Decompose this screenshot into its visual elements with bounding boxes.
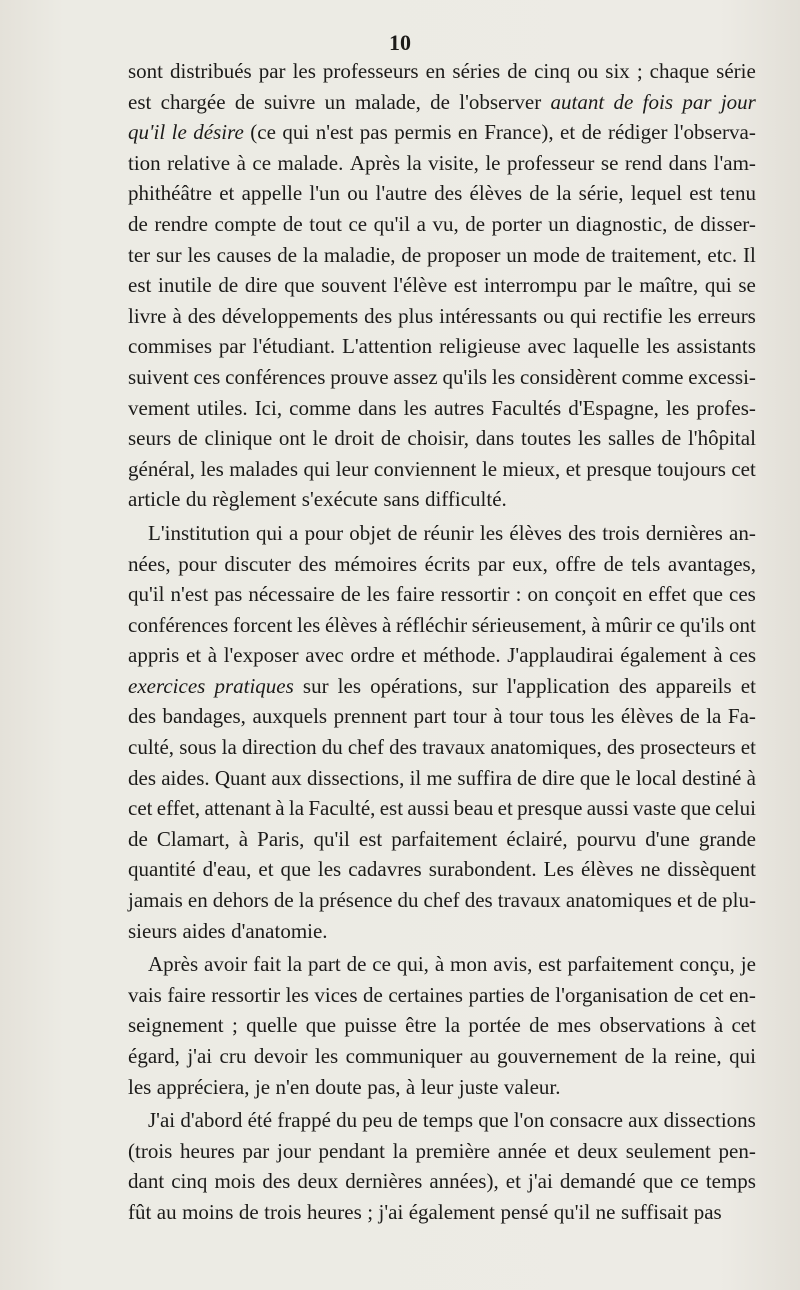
text-line: culté, sous la direction du chef des travaux anatomiques, des prosecteurs et	[128, 735, 756, 760]
text-line: J'ai d'abord été frappé du peu de temps que l'on consacre aux dissections	[148, 1108, 756, 1133]
text-line: qu'il n'est pas nécessaire de les faire ressortir : on conçoit en effet que ces	[128, 582, 756, 607]
text-line: des aides. Quant aux dissections, il me suffira de dire que le local destiné à	[128, 765, 756, 790]
text-line: appris et à l'exposer avec ordre et méthode. J'applaudirai également à ces	[128, 643, 756, 668]
text-line: de Clamart, à Paris, qu'il est parfaitement éclairé, pourvu d'une grande	[128, 826, 756, 851]
text-line: général, les malades qui leur conviennent le mieux, et presque toujours cet	[128, 456, 756, 481]
text-line: sont distribués par les professeurs en séries de cinq ou six ; chaque série	[128, 59, 756, 83]
page-number: 10	[389, 30, 411, 55]
text-line: exercices pratiques sur les opérations, sur l'application des appareils et	[128, 673, 756, 698]
text-line: dant cinq mois des deux dernières années), et j'ai demandé que ce temps	[128, 1169, 756, 1194]
text-line: vement utiles. Ici, comme dans les autres Facultés d'Espagne, les profes-	[128, 395, 756, 420]
text-line: ter sur les causes de la maladie, de proposer un mode de traitement, etc. Il	[128, 242, 756, 267]
text-line: commises par l'étudiant. L'attention religieuse avec laquelle les assistants	[128, 334, 756, 359]
paragraph	[128, 518, 756, 946]
text-line: livre à des développements des plus intéressants ou qui rectifie les erreurs	[128, 303, 756, 328]
text-line: est chargée de suivre un malade, de l'observer autant de fois par jour	[128, 89, 756, 114]
text-line: phithéâtre et appelle l'un ou l'autre des élèves de la série, lequel est tenu	[128, 181, 756, 206]
text-line: cet effet, attenant à la Faculté, est aussi beau et presque aussi vaste que celui	[128, 796, 756, 821]
text-line: égard, j'ai cru devoir les communiquer au gouvernement de la reine, qui	[128, 1044, 756, 1068]
text-line: seurs de clinique ont le droit de choisir, dans toutes les salles de l'hôpital	[128, 426, 756, 451]
text-line: les appréciera, je n'en doute pas, à leur juste valeur.	[128, 1074, 561, 1099]
text-line: nées, pour discuter des mémoires écrits par eux, offre de tels avantages,	[128, 551, 756, 576]
body-text	[128, 56, 756, 1231]
text-line: (trois heures par jour pendant la première année et deux seulement pen-	[128, 1138, 756, 1163]
text-line: seignement ; quelle que puisse être la portée de mes observations à cet	[128, 1013, 756, 1038]
text-line: jamais en dehors de la présence du chef des travaux anatomiques et de plu-	[128, 888, 756, 913]
text-line: tion relative à ce malade. Après la visite, le professeur se rend dans l'am-	[128, 150, 756, 175]
text-line: suivent ces conférences prouve assez qu'ils les considèrent comme excessi-	[128, 364, 756, 389]
text-line: vais faire ressortir les vices de certaines parties de l'organisation de cet en-	[128, 982, 756, 1007]
text-line: article du règlement s'exécute sans difficulté.	[128, 487, 507, 512]
paragraph	[128, 1105, 756, 1227]
text-line: L'institution qui a pour objet de réunir les élèves des trois dernières an-	[148, 520, 756, 545]
text-line: sieurs aides d'anatomie.	[128, 918, 328, 943]
paragraph	[128, 949, 756, 1102]
text-line: quantité d'eau, et que les cadavres surabondent. Les élèves ne dissèquent	[128, 857, 756, 882]
text-line: conférences forcent les élèves à réfléchir sérieusement, à mûrir ce qu'ils ont	[128, 612, 756, 637]
text-line: des bandages, auxquels prennent part tour à tour tous les élèves de la Fa-	[128, 704, 756, 729]
text-line: qu'il le désire (ce qui n'est pas permis en France), et de rédiger l'observa-	[128, 120, 756, 145]
paragraph	[128, 56, 756, 515]
text-line: est inutile de dire que souvent l'élève est interrompu par le maître, qui se	[128, 273, 756, 298]
text-line: de rendre compte de tout ce qu'il a vu, de porter un diagnostic, de disser-	[128, 211, 756, 236]
text-line: fût au moins de trois heures ; j'ai également pensé qu'il ne suffisait pas	[128, 1199, 722, 1224]
text-line: Après avoir fait la part de ce qui, à mon avis, est parfaitement conçu, je	[148, 952, 756, 977]
